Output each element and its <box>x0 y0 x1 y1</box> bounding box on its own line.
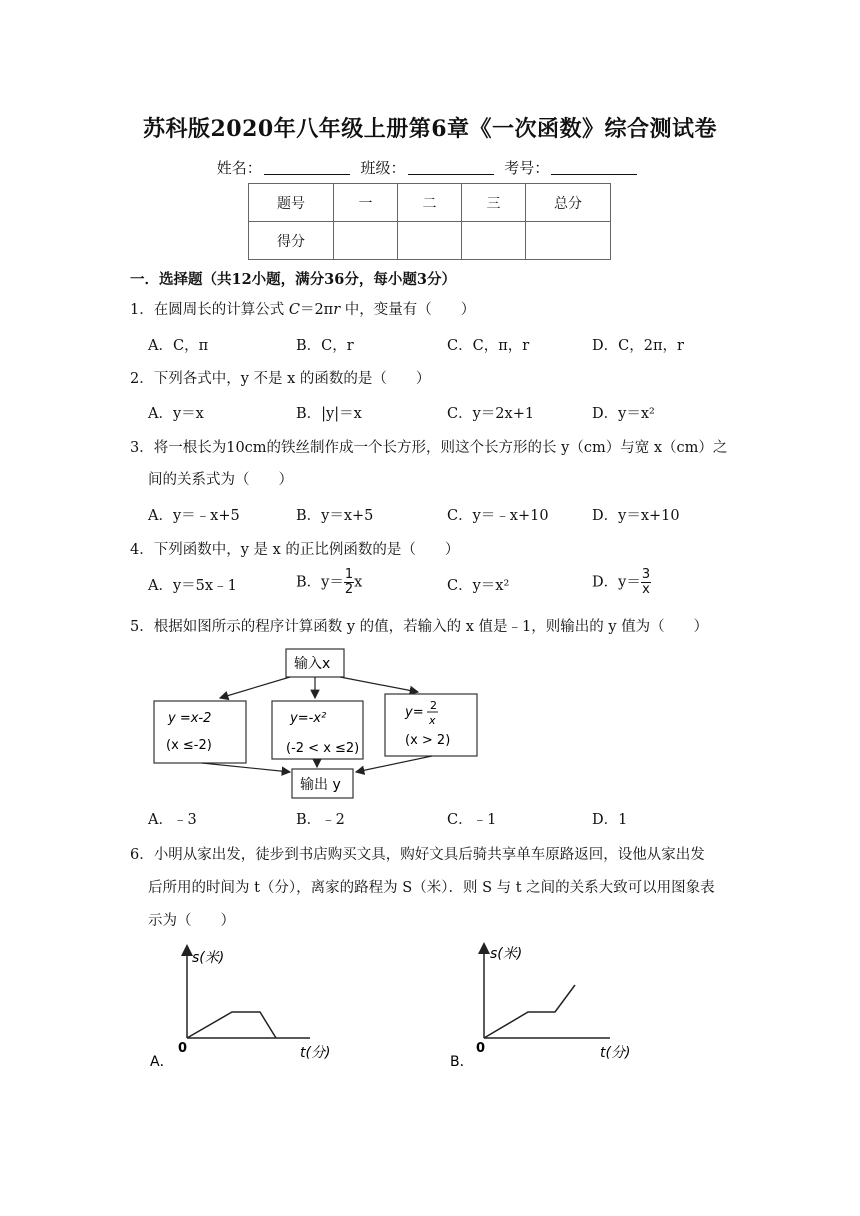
q4-b-denominator: 2 <box>344 582 354 597</box>
flow-box-1-condition: (x ≤-2) <box>166 738 212 753</box>
graph-a-line <box>187 1012 276 1038</box>
q1-text: 中，变量有（ ） <box>340 302 476 318</box>
q4-d-denominator: x <box>642 582 650 597</box>
score-table-header-row <box>249 184 611 222</box>
class-blank[interactable] <box>408 160 494 175</box>
q6-graph-b <box>440 938 660 1078</box>
question-4-stem: 4．下列函数中，y 是 x 的正比例函数的是（ ） <box>130 542 460 558</box>
q5-option-d[interactable]: D．1 <box>592 812 628 828</box>
score-header-cell: 三 <box>462 184 526 222</box>
graph-b-y-label: s(米) <box>490 946 523 962</box>
flow-box-3-denominator: x <box>429 714 436 727</box>
flow-box-3-numerator: 2 <box>430 699 437 712</box>
flow-box-3-formula: y= <box>405 705 424 720</box>
exam-no-blank[interactable] <box>551 160 637 175</box>
score-table <box>248 183 611 260</box>
q5-option-c[interactable]: C．﹣1 <box>447 812 497 828</box>
score-table-score-row <box>249 222 611 260</box>
q4-b-fraction <box>344 568 354 597</box>
score-header-cell: 一 <box>334 184 398 222</box>
q1-option-a[interactable]: A．C，π <box>148 338 209 354</box>
graph-a-option-label[interactable]: A． <box>150 1054 174 1070</box>
score-header-cell: 二 <box>398 184 462 222</box>
q1-var-r: r <box>333 302 341 318</box>
q2-option-a[interactable]: A．y＝x <box>148 406 204 422</box>
graph-b-x-label: t(分) <box>600 1045 631 1061</box>
q2-option-c[interactable]: C．y＝2x+1 <box>447 406 535 422</box>
q4-b-numerator: 1 <box>344 567 354 582</box>
question-1-stem <box>130 300 475 320</box>
score-cell[interactable] <box>526 222 611 260</box>
q3-option-d[interactable]: D．y＝x+10 <box>592 508 680 524</box>
exam-no-label: 考号： <box>504 159 550 177</box>
q4-d-fraction <box>641 568 651 597</box>
score-header-cell: 总分 <box>526 184 611 222</box>
q1-text: ＝2π <box>299 302 334 318</box>
name-label: 姓名： <box>216 159 262 177</box>
question-6-stem-line3: 示为（ ） <box>148 913 235 929</box>
flow-box-2-condition: (-2 < x ≤2) <box>286 741 360 756</box>
question-6-stem-line2: 后所用的时间为 t（分），离家的路程为 S（米）．则 S 与 t 之间的关系大致可以用图象表 <box>148 880 715 896</box>
name-blank[interactable] <box>264 160 350 175</box>
q4-b-suffix: x <box>354 574 363 591</box>
q3-option-c[interactable]: C．y＝﹣x+10 <box>447 508 549 524</box>
question-3-stem-line2: 间的关系式为（ ） <box>148 472 293 488</box>
flow-box-2-formula: y=-x² <box>290 711 327 726</box>
q1-option-c[interactable]: C．C，π，r <box>447 338 530 354</box>
q4-d-numerator: 3 <box>641 567 651 582</box>
q1-var-c: C <box>288 302 300 318</box>
q4-option-d[interactable] <box>592 568 651 597</box>
score-row-label: 得分 <box>249 222 334 260</box>
q3-option-b[interactable]: B．y＝x+5 <box>296 508 374 524</box>
q5-option-b[interactable]: B．﹣2 <box>296 812 345 828</box>
class-label: 班级： <box>360 159 406 177</box>
program-flowchart <box>140 644 490 804</box>
question-3-stem-line1: 3．将一根长为10cm的铁丝制作成一个长方形，则这个长方形的长 y（cm）与宽 x（cm）之 <box>130 440 728 456</box>
graph-a-x-label: t(分) <box>300 1045 331 1061</box>
q5-option-a[interactable]: A．﹣3 <box>148 812 197 828</box>
score-header-cell: 题号 <box>249 184 334 222</box>
q4-option-c[interactable]: C．y＝x² <box>447 578 510 594</box>
question-6-stem-line1: 6．小明从家出发，徒步到书店购买文具，购好文具后骑共享单车原路返回，设他从家出发 <box>130 847 705 863</box>
flow-input-label: 输入x <box>294 656 331 672</box>
graph-b-line <box>484 985 575 1038</box>
q4-option-b[interactable] <box>296 568 362 597</box>
score-cell[interactable] <box>462 222 526 260</box>
q1-option-d[interactable]: D．C，2π，r <box>592 338 684 354</box>
flow-arrow <box>220 677 290 698</box>
q4-b-prefix: B．y＝ <box>296 574 344 591</box>
page-title: 苏科版2020年八年级上册第6章《一次函数》综合测试卷 <box>142 116 718 142</box>
q3-option-a[interactable]: A．y＝﹣x+5 <box>148 508 240 524</box>
student-info-line <box>0 157 860 178</box>
question-5-stem: 5．根据如图所示的程序计算函数 y 的值，若输入的 x 值是﹣1，则输出的 y 值为（ ） <box>130 619 709 635</box>
q6-graph-a <box>140 938 360 1078</box>
graph-b-option-label[interactable]: B． <box>450 1054 474 1070</box>
flow-box-3-condition: (x > 2) <box>405 733 451 748</box>
q4-option-a[interactable]: A．y＝5x﹣1 <box>148 578 237 594</box>
graph-a-origin: 0 <box>178 1041 188 1056</box>
section-heading: 一．选择题（共12小题，满分36分，每小题3分） <box>130 271 456 288</box>
score-cell[interactable] <box>334 222 398 260</box>
q2-option-b[interactable]: B．|y|＝x <box>296 406 362 422</box>
flow-box-1-formula: y =x-2 <box>168 711 212 726</box>
flow-arrow <box>356 756 432 772</box>
q4-d-prefix: D．y＝ <box>592 574 641 591</box>
flow-arrow <box>340 677 418 692</box>
graph-b-origin: 0 <box>476 1041 486 1056</box>
q1-option-b[interactable]: B．C，r <box>296 338 354 354</box>
graph-a-y-label: s(米) <box>192 950 225 966</box>
flow-arrow <box>202 763 290 772</box>
question-2-stem: 2．下列各式中，y 不是 x 的函数的是（ ） <box>130 371 431 387</box>
score-cell[interactable] <box>398 222 462 260</box>
flow-output-label: 输出 y <box>300 777 341 793</box>
q1-text: 1．在圆周长的计算公式 <box>130 302 289 318</box>
q2-option-d[interactable]: D．y＝x² <box>592 406 655 422</box>
